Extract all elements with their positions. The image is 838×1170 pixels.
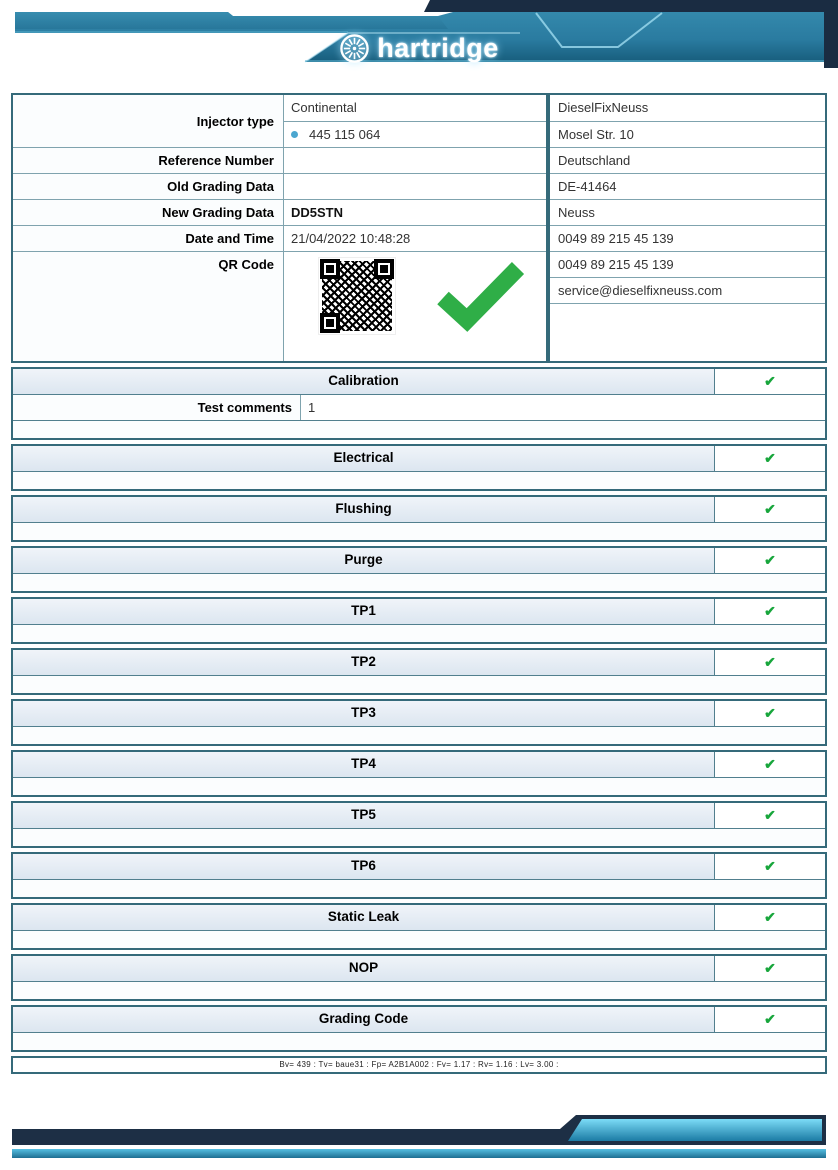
- section-detail-row: [13, 1032, 825, 1050]
- section-tp3: [11, 699, 827, 746]
- customer-phone: 0049 89 215 45 139: [550, 225, 825, 251]
- section-detail-row: [13, 522, 825, 540]
- table-row: [13, 199, 546, 225]
- qr-code-cell: [284, 252, 546, 361]
- old-grading-data-label: Old Grading Data: [13, 174, 284, 199]
- table-row: [13, 225, 546, 251]
- check-cell: [715, 446, 825, 471]
- customer-empty-cell: [550, 303, 825, 359]
- check-icon: ✔: [764, 858, 776, 874]
- qr-finder-icon: [320, 259, 340, 279]
- section-title: TP4: [13, 752, 715, 777]
- section-detail-row: [13, 471, 825, 489]
- customer-postcode: DE-41464: [550, 173, 825, 199]
- section-title: TP2: [13, 650, 715, 675]
- pass-check-icon: [434, 261, 526, 333]
- section-title: Grading Code: [13, 1007, 715, 1032]
- check-cell: [715, 1007, 825, 1032]
- customer-fax: 0049 89 215 45 139: [550, 251, 825, 277]
- footer-banner-graphic: [0, 1106, 838, 1170]
- section-detail-row: [13, 675, 825, 693]
- section-header: [13, 956, 825, 981]
- injector-make-value: Continental: [291, 100, 357, 115]
- section-detail-row: [13, 777, 825, 795]
- check-icon: ✔: [764, 654, 776, 670]
- check-icon: ✔: [764, 501, 776, 517]
- qr-code-label: QR Code: [13, 252, 284, 361]
- section-nop: [11, 954, 827, 1001]
- section-header: [13, 701, 825, 726]
- section-header: [13, 497, 825, 522]
- section-title: NOP: [13, 956, 715, 981]
- check-cell: [715, 599, 825, 624]
- brand-logo: [0, 33, 838, 63]
- injector-info-table: [11, 93, 548, 363]
- customer-email: service@dieselfixneuss.com: [550, 277, 825, 303]
- section-header: [13, 369, 825, 394]
- check-cell: [715, 548, 825, 573]
- check-cell: [715, 803, 825, 828]
- check-icon: ✔: [764, 807, 776, 823]
- section-title: TP3: [13, 701, 715, 726]
- section-tp6: [11, 852, 827, 899]
- check-cell: [715, 650, 825, 675]
- section-detail-row: [13, 828, 825, 846]
- section-detail-row: [13, 726, 825, 744]
- section-header: [13, 854, 825, 879]
- section-header: [13, 548, 825, 573]
- section-header: [13, 446, 825, 471]
- section-purge: [11, 546, 827, 593]
- check-cell: [715, 369, 825, 394]
- check-icon: ✔: [764, 960, 776, 976]
- section-flushing: [11, 495, 827, 542]
- check-icon: ✔: [764, 756, 776, 772]
- table-row: [13, 147, 546, 173]
- reference-number-value: [284, 148, 546, 173]
- bullet-icon: [291, 131, 298, 138]
- section-tp1: [11, 597, 827, 644]
- section-title: Purge: [13, 548, 715, 573]
- test-comments-value: 1: [308, 400, 316, 415]
- table-row: [13, 95, 546, 147]
- qr-finder-icon: [320, 313, 340, 333]
- test-comments-label: Test comments: [13, 395, 301, 420]
- sunburst-wheel-icon: [339, 33, 370, 64]
- section-title: Calibration: [13, 369, 715, 394]
- section-detail-row: [13, 573, 825, 591]
- section-static-leak: [11, 903, 827, 950]
- section-title: TP6: [13, 854, 715, 879]
- test-sections: [11, 367, 827, 1074]
- section-header: [13, 1007, 825, 1032]
- customer-name: DieselFixNeuss: [558, 100, 649, 115]
- section-header: [13, 650, 825, 675]
- section-detail-row: [13, 879, 825, 897]
- new-grading-data-label: New Grading Data: [13, 200, 284, 225]
- customer-city: Neuss: [550, 199, 825, 225]
- grading-parameters-note: Bv= 439 : Tv= baue31 : Fp= A2B1A002 : Fv= 1.17 : Rv= 1.16 : Lv= 3.00 :: [11, 1056, 827, 1074]
- check-icon: ✔: [764, 552, 776, 568]
- check-cell: [715, 854, 825, 879]
- qr-finder-icon: [374, 259, 394, 279]
- date-time-label: Date and Time: [13, 226, 284, 251]
- test-comments-row: [13, 394, 825, 420]
- page-footer: [0, 1106, 838, 1170]
- injector-type-label: Injector type: [13, 95, 284, 147]
- check-cell: [715, 956, 825, 981]
- info-area: [11, 93, 827, 363]
- injector-number-value: 445 115 064: [309, 126, 381, 142]
- check-icon: ✔: [764, 603, 776, 619]
- section-title: TP5: [13, 803, 715, 828]
- section-electrical: [11, 444, 827, 491]
- section-header: [13, 752, 825, 777]
- old-grading-data-value: [284, 174, 546, 199]
- section-detail-row: [13, 930, 825, 948]
- check-cell: [715, 752, 825, 777]
- section-title: Static Leak: [13, 905, 715, 930]
- check-cell: [715, 701, 825, 726]
- customer-info-table: [548, 93, 827, 363]
- section-title: Electrical: [13, 446, 715, 471]
- injector-number-cell: [284, 121, 546, 148]
- section-header: [13, 905, 825, 930]
- table-row: [13, 173, 546, 199]
- check-cell: [715, 905, 825, 930]
- customer-street: Mosel Str. 10: [550, 121, 825, 147]
- customer-country: Deutschland: [550, 147, 825, 173]
- check-icon: ✔: [764, 450, 776, 466]
- section-detail-row: [13, 624, 825, 642]
- check-icon: ✔: [764, 705, 776, 721]
- section-title: TP1: [13, 599, 715, 624]
- section-title: Flushing: [13, 497, 715, 522]
- section-header: [13, 803, 825, 828]
- table-row: [13, 251, 546, 361]
- page-header: [0, 0, 838, 90]
- section-header: [13, 599, 825, 624]
- brand-name: hartridge: [377, 32, 499, 63]
- section-tp4: [11, 750, 827, 797]
- check-cell: [715, 497, 825, 522]
- check-icon: ✔: [764, 1011, 776, 1027]
- section-detail-row: [13, 981, 825, 999]
- date-time-value: 21/04/2022 10:48:28: [291, 231, 411, 246]
- check-icon: ✔: [764, 373, 776, 389]
- section-tp5: [11, 801, 827, 848]
- qr-code-image: [318, 257, 396, 335]
- section-tp2: [11, 648, 827, 695]
- section-calibration: [11, 367, 827, 440]
- section-grading-code: [11, 1005, 827, 1052]
- new-grading-data-value: DD5STN: [291, 205, 344, 220]
- section-detail-row: [13, 420, 825, 438]
- check-icon: ✔: [764, 909, 776, 925]
- reference-number-label: Reference Number: [13, 148, 284, 173]
